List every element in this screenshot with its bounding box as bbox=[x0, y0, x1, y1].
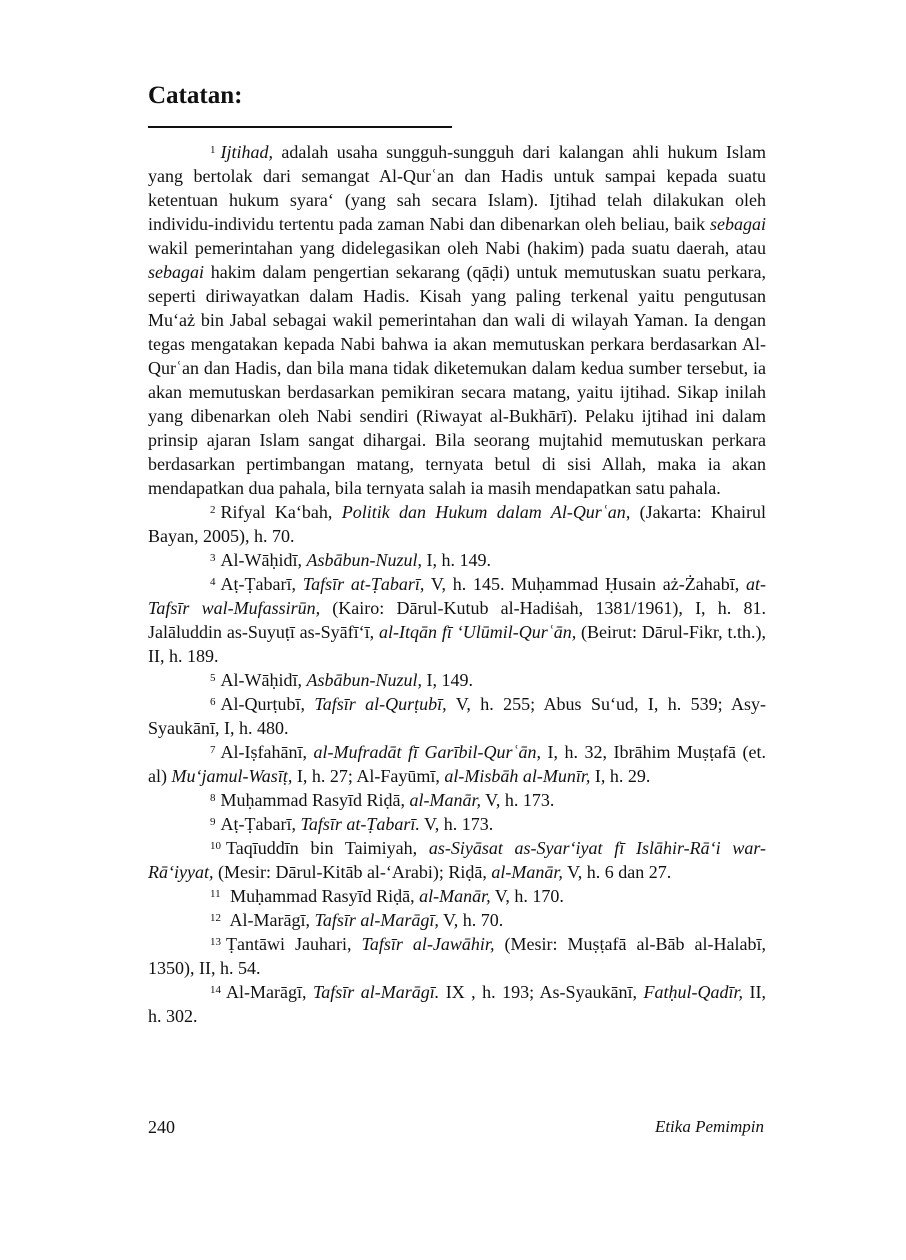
footnote-text: V, h. 170. bbox=[490, 886, 564, 906]
footnote-number: 2 bbox=[210, 504, 216, 516]
footnote-italic-text: Ijtihad, bbox=[220, 142, 273, 162]
footnote-italic-text: as-Siyāsat as-Syar‘iyat fī Islāhir-Rā‘i war-Rā‘iyyat, bbox=[148, 838, 767, 882]
footnote-italic-text: Asbābun-Nuzul bbox=[306, 550, 418, 570]
page-number: 240 bbox=[148, 1117, 175, 1137]
footnote-number: 9 bbox=[210, 816, 216, 828]
footnote-separator bbox=[148, 126, 452, 128]
footnote bbox=[148, 548, 766, 572]
footnote-text: , (Jakarta: Khairul Bayan, 2005), h. 70. bbox=[148, 502, 766, 546]
footnote-italic-text: al-Manār, bbox=[409, 790, 481, 810]
footnote-text: I, 149. bbox=[422, 670, 473, 690]
footnote bbox=[148, 908, 766, 932]
footnote-number: 4 bbox=[210, 576, 216, 588]
footnote bbox=[148, 740, 766, 788]
footnote-text: (Mesir: Dārul-Kitāb al-‘Arabi); Riḍā, bbox=[213, 862, 492, 882]
footnote-italic-text: al-Misbāh al-Munīr, bbox=[444, 766, 591, 786]
footnote-text: wakil pemerintahan yang didelegasikan oleh Nabi (hakim) pada suatu daerah, atau bbox=[148, 238, 766, 258]
footnote-text: V, h. 255; Abus Su‘ud, I, h. 539; Asy-Syaukānī, I, h. 480. bbox=[148, 694, 767, 738]
footnote bbox=[148, 140, 766, 500]
footnotes-section bbox=[148, 140, 766, 1028]
footnote-italic-text: Tafsīr al-Jawāhir, bbox=[361, 934, 495, 954]
footnote-number: 10 bbox=[210, 840, 221, 852]
footnote-text: Al-Iṣfahānī, bbox=[220, 742, 314, 762]
footnote-italic-text: Tafsīr at-Ṭabarī, bbox=[302, 574, 425, 594]
page-heading: Catatan: bbox=[148, 82, 243, 109]
footnote-number: 12 bbox=[210, 912, 221, 924]
footnote-number: 7 bbox=[210, 744, 216, 756]
footnote-text: hakim dalam pengertian sekarang (qāḍi) untuk memutuskan suatu perkara, seperti diriwayatkan dalam Hadis. Kisah yang paling terkenal yaitu pengutusan Mu‘aż bin Jabal sebagai wakil pemerintahan dan wali di wilayah Yaman. Ia dengan tegas mengatakan kepada Nabi bahwa ia akan memutuskan perkara berdasarkan Al-Qurʿan dan Hadis, dan bila mana tidak diketemukan dalam kedua sumber tersebut, ia akan memutuskan berdasarkan pemikiran secara matang, yaitu ijtihad. Sikap inilah yang dibenarkan oleh Nabi sendiri (Riwayat al-Bukhārī). Pelaku ijtihad ini dalam prinsip ajaran Islam sangat dihargai. Bila seorang mujtahid memutuskan perkara berdasarkan pertimbangan matang, ternyata betul di sisi Allah, maka ia akan mendapatkan dua pahala, bila ternyata salah ia masih mendapatkan satu pahala. bbox=[148, 262, 766, 498]
footnote-italic-text: al-Manār, bbox=[491, 862, 563, 882]
running-title: Etika Pemimpin bbox=[654, 1117, 764, 1136]
footnote-number: 14 bbox=[210, 984, 221, 996]
footnote-text: , I, h. 32, Ibrāhim Muṣṭafā (et. al) bbox=[148, 742, 766, 786]
footnote-text: I, h. 29. bbox=[590, 766, 651, 786]
footnote bbox=[148, 500, 766, 548]
footnote-number: 5 bbox=[210, 672, 216, 684]
footnote-number: 6 bbox=[210, 696, 216, 708]
footnote-number: 13 bbox=[210, 936, 221, 948]
footnote-italic-text: sebagai bbox=[148, 262, 204, 282]
footnote-text: Ṭantāwi Jauhari, bbox=[226, 934, 362, 954]
footnote-number: 11 bbox=[210, 888, 221, 900]
footnote-italic-text: Tafsīr al-Marāgī, bbox=[314, 910, 439, 930]
footnote bbox=[148, 884, 766, 908]
footnote-text: I, h. 27; Al-Fayūmī, bbox=[292, 766, 445, 786]
footnote-text: (Beirut: Dārul-Fikr, t.th.), II, h. 189. bbox=[148, 622, 766, 666]
footnote bbox=[148, 980, 766, 1028]
footnote-text: (Kairo: Dārul-Kutub al-Hadiṡah, 1381/1961), I, h. 81. Jalāluddin as-Suyuṭī as-Syāfī‘ī, bbox=[148, 598, 766, 642]
footnote-italic-text: sebagai bbox=[710, 214, 766, 234]
footnote bbox=[148, 668, 766, 692]
footnote-number: 1 bbox=[210, 144, 216, 156]
footnote-italic-text: Politik dan Hukum dalam Al-Qurʿan bbox=[341, 502, 626, 522]
footnote-text: IX , h. 193; As-Syaukānī, bbox=[439, 982, 644, 1002]
footnote-text: Al-Qurṭubī, bbox=[220, 694, 315, 714]
footnote-italic-text: at-Tafsīr wal-Mufassirūn, bbox=[148, 574, 767, 618]
footnote-text: Rifyal Ka‘bah, bbox=[220, 502, 342, 522]
footnote-text: Aṭ-Ṭabarī, bbox=[220, 574, 303, 594]
footnote-italic-text: Tafsīr at-Ṭabarī. bbox=[300, 814, 420, 834]
footnote-italic-text: Mu‘jamul-Wasīṭ, bbox=[171, 766, 293, 786]
footnote bbox=[148, 812, 766, 836]
footnote-text: V, h. 173. bbox=[480, 790, 555, 810]
footnote-text: adalah usaha sungguh-sungguh dari kalangan ahli hukum Islam yang bertolak dari semangat Al-Qurʿan dan Hadis untuk sampai kepada suatu ketentuan hukum syara‘ (yang sah secara Islam). Ijtihad telah dilakukan oleh individu-individu tertentu pada zaman Nabi dan dibenarkan oleh beliau, baik bbox=[148, 142, 766, 234]
footnote-text: (Mesir: Muṣṭafā al-Bāb al-Halabī, 1350), II, h. 54. bbox=[148, 934, 767, 978]
footnote-italic-text: al-Mufradāt fī Garībil-Qurʿān bbox=[313, 742, 537, 762]
footnote-text: V, h. 145. Muḥammad Ḥusain aż-Żahabī, bbox=[424, 574, 747, 594]
footnote bbox=[148, 692, 766, 740]
footnote-italic-text: al-Manār, bbox=[419, 886, 491, 906]
footnote-number: 3 bbox=[210, 552, 216, 564]
footnote-text: Muḥammad Rasyīd Riḍā, bbox=[220, 790, 410, 810]
footnote-text: , I, h. 149. bbox=[417, 550, 491, 570]
footnote-text: II, h. 302. bbox=[148, 982, 766, 1026]
footnote bbox=[148, 836, 766, 884]
footnote-italic-text: Fatḥul-Qadīr, bbox=[643, 982, 744, 1002]
footnote-text: V, h. 70. bbox=[438, 910, 504, 930]
footnote-text: V, h. 6 dan 27. bbox=[562, 862, 672, 882]
footnote-italic-text: Tafsīr al-Qurṭubī, bbox=[314, 694, 447, 714]
footnote-text: Taqīuddīn bin Taimiyah, bbox=[226, 838, 429, 858]
footnote-text: Al-Wāḥidī, bbox=[220, 670, 307, 690]
footnote-text: Al-Marāgī, bbox=[226, 910, 315, 930]
footnote-text: V, h. 173. bbox=[419, 814, 494, 834]
footnote-text: Muḥammad Rasyīd Riḍā, bbox=[225, 886, 420, 906]
footnote bbox=[148, 932, 766, 980]
footnote-number: 8 bbox=[210, 792, 216, 804]
footnote-italic-text: al-Itqān fī ‘Ulūmil-Qurʿān, bbox=[379, 622, 577, 642]
footnote-text: Aṭ-Ṭabarī, bbox=[220, 814, 301, 834]
footnote-italic-text: Tafsīr al-Marāgī. bbox=[312, 982, 440, 1002]
footnote-text: Al-Wāḥidī, bbox=[220, 550, 307, 570]
footnote-text: Al-Marāgī, bbox=[226, 982, 313, 1002]
footnote bbox=[148, 572, 766, 668]
footnote bbox=[148, 788, 766, 812]
footnote-italic-text: Asbābun-Nuzul, bbox=[306, 670, 422, 690]
